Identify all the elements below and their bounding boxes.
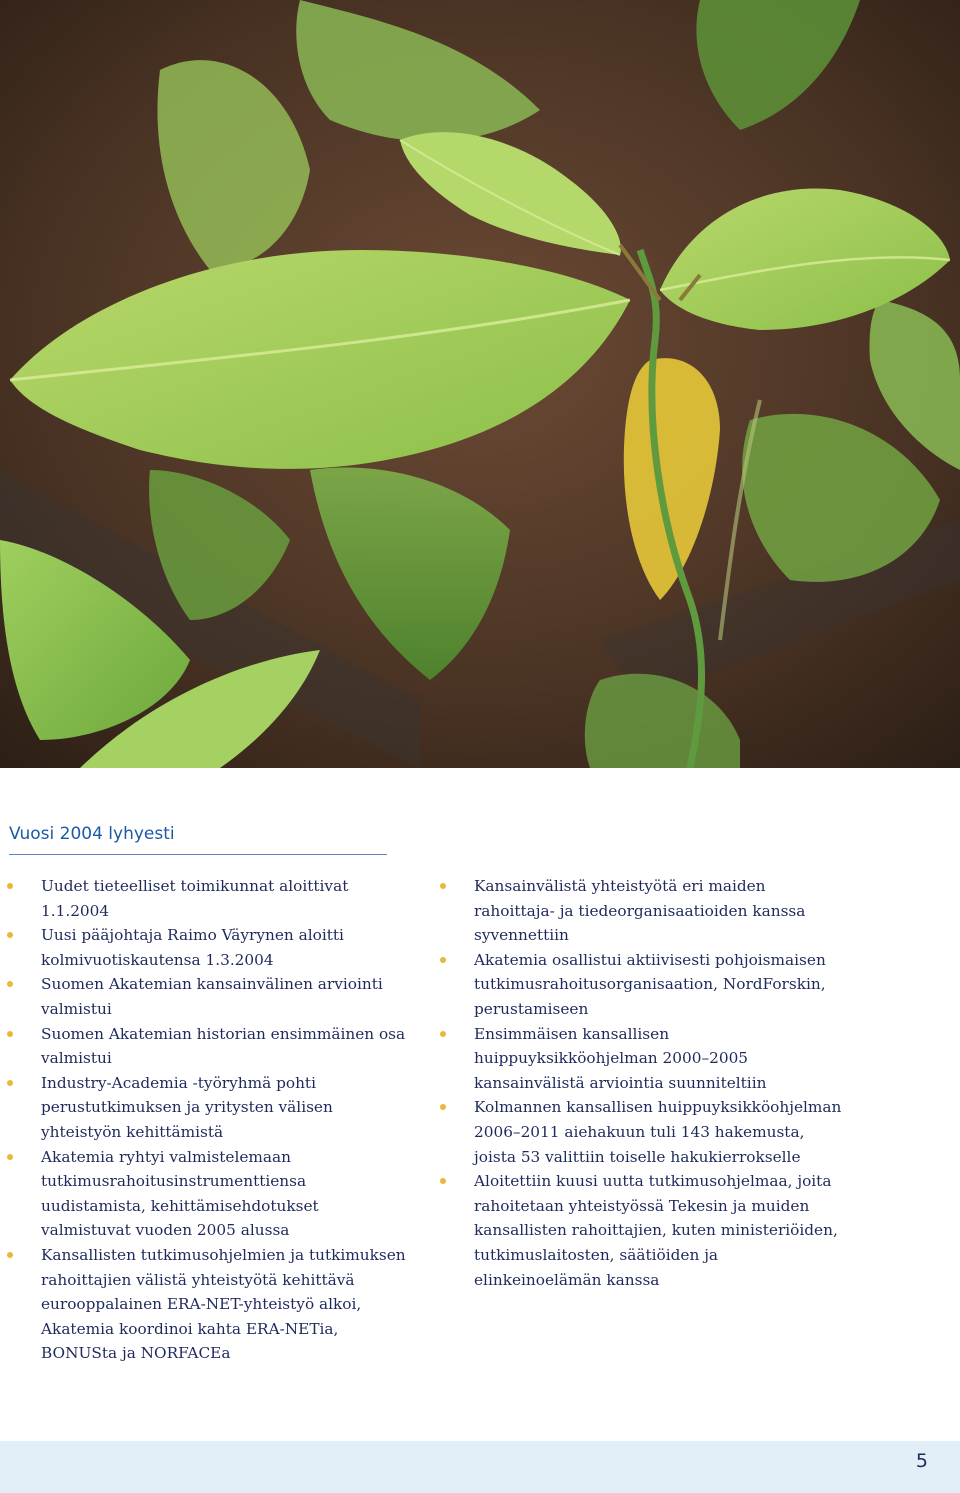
bullet-icon — [440, 1178, 446, 1184]
bullet-icon — [7, 1154, 13, 1160]
bullet-icon — [7, 883, 13, 889]
bullet-icon — [7, 1080, 13, 1086]
bullet-icon — [440, 1104, 446, 1110]
bullet-icon — [7, 981, 13, 987]
title-divider — [9, 854, 387, 855]
bullet-icon — [440, 957, 446, 963]
bullet-icon — [7, 1031, 13, 1037]
list-item: Akatemia ryhtyi valmistelemaan tutkimusrahoitusinstrumenttiensa uudistamista, kehittämisehdotukset valmistuvat vuoden 2005 alussa — [41, 1145, 411, 1243]
list-item: Ensimmäisen kansallisen huippuyksikköohjelman 2000–2005 kansainvälistä arviointia suunniteltiin — [474, 1022, 846, 1096]
list-item: Uudet tieteelliset toimikunnat aloittivat 1.1.2004 — [41, 874, 411, 923]
right-bullet-list — [474, 874, 846, 1292]
list-item: Aloitettiin kuusi uutta tutkimusohjelmaa, joita rahoitetaan yhteistyössä Tekesin ja muiden kansallisten rahoittajien, kuten ministeriöiden, tutkimuslaitosten, säätiöiden ja elinkeinoelämän kanssa — [474, 1169, 846, 1292]
list-item: Kansallisten tutkimusohjelmien ja tutkimuksen rahoittajien välistä yhteistyötä kehittävä eurooppalainen ERA-NET-yhteistyö alkoi, Akatemia koordinoi kahta ERA-NETia, BONUSta ja NORFACEa — [41, 1243, 411, 1366]
section-title: Vuosi 2004 lyhyesti — [9, 824, 175, 844]
bullet-icon — [440, 883, 446, 889]
list-item: Industry-Academia -työryhmä pohti perustutkimuksen ja yritysten välisen yhteistyön kehittämistä — [41, 1071, 411, 1145]
bullet-icon — [7, 1252, 13, 1258]
bullet-icon — [7, 932, 13, 938]
list-item: Kansainvälistä yhteistyötä eri maiden rahoittaja- ja tiedeorganisaatioiden kanssa syvennettiin — [474, 874, 846, 948]
footer-band — [0, 1441, 960, 1493]
page-number: 5 — [915, 1450, 928, 1472]
bullet-icon — [440, 1031, 446, 1037]
left-bullet-list — [41, 874, 411, 1366]
list-item: Akatemia osallistui aktiivisesti pohjoismaisen tutkimusrahoitusorganisaation, NordForskin, perustamiseen — [474, 948, 846, 1022]
list-item: Kolmannen kansallisen huippuyksikköohjelman 2006–2011 aiehakuun tuli 143 hakemusta, joista 53 valittiin toiselle hakukierrokselle — [474, 1095, 846, 1169]
list-item: Uusi pääjohtaja Raimo Väyrynen aloitti kolmivuotiskautensa 1.3.2004 — [41, 923, 411, 972]
list-item: Suomen Akatemian kansainvälinen arviointi valmistui — [41, 972, 411, 1021]
list-item: Suomen Akatemian historian ensimmäinen osa valmistui — [41, 1022, 411, 1071]
